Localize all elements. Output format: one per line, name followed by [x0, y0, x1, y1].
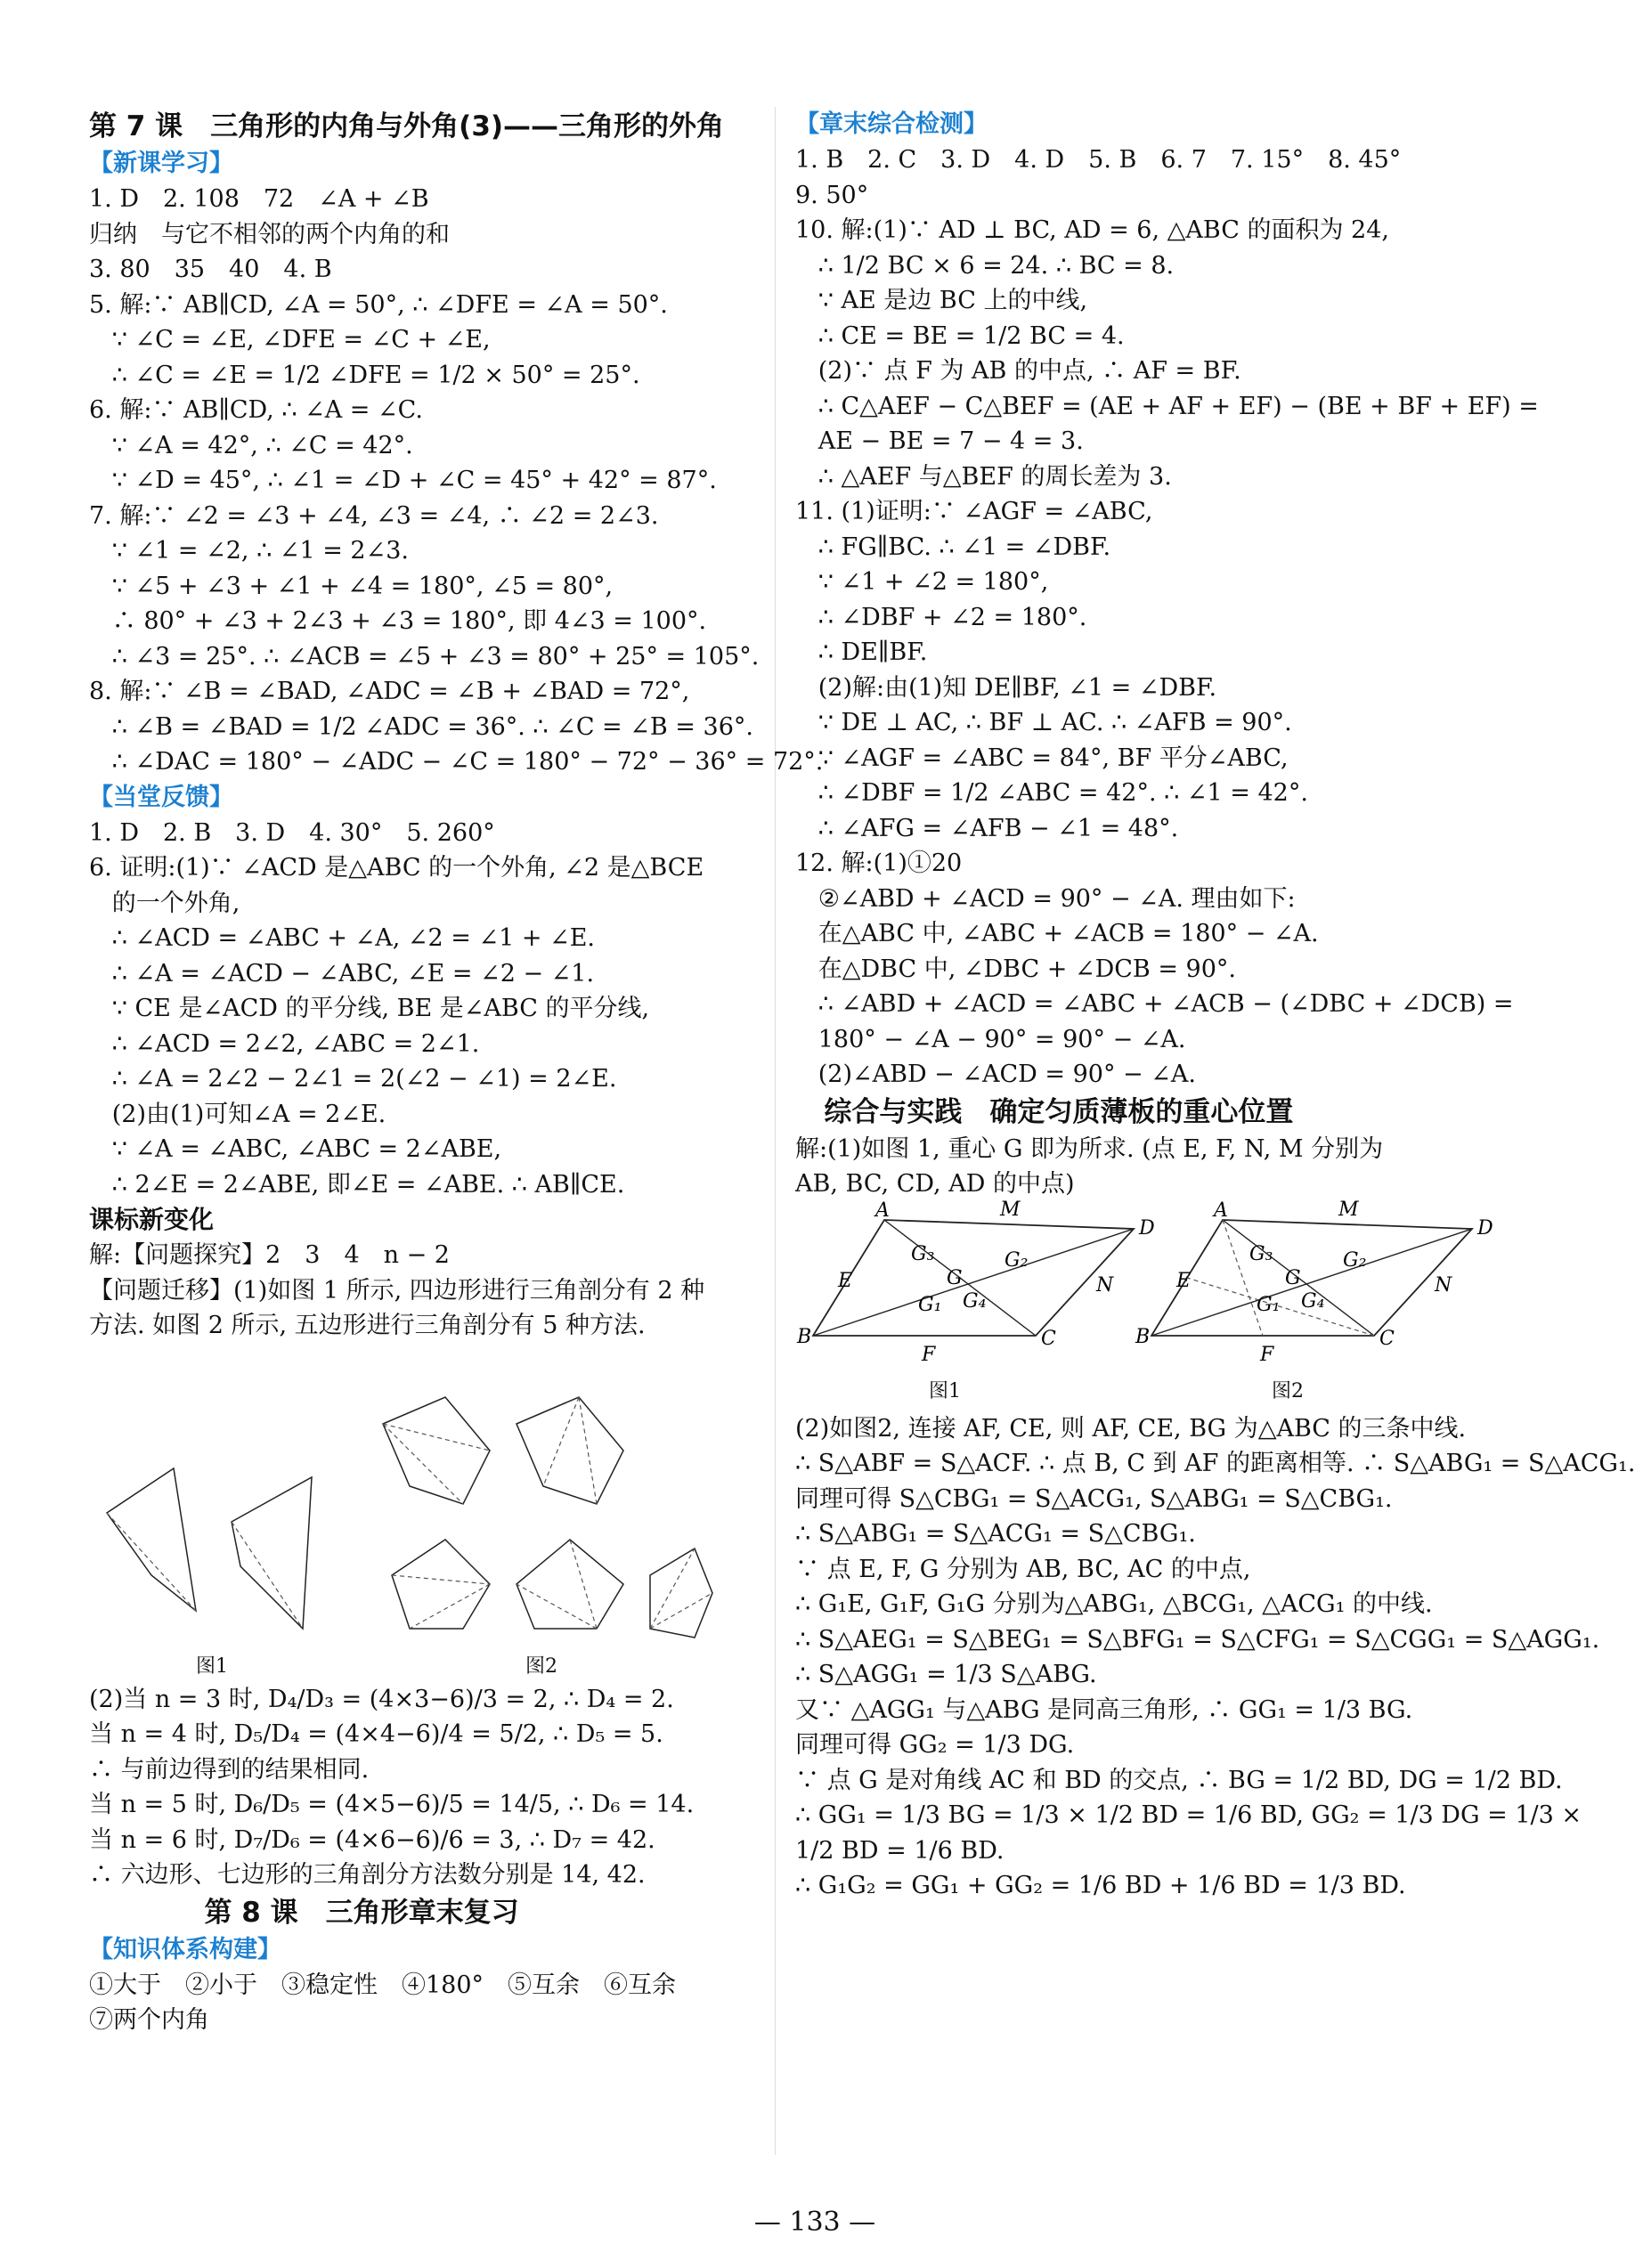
text-line: 当 n = 4 时, D₅/D₄ = (4×4−6)/4 = 5/2, ∴ D₅ = 5.	[89, 1720, 663, 1748]
text-line: 解:【问题探究】2 3 4 n − 2	[89, 1241, 450, 1269]
diagonal-line	[579, 1397, 597, 1504]
figure-point-label: E	[838, 1269, 853, 1292]
figure-point-label: G₃	[911, 1242, 935, 1265]
text-line: 解:(1)如图 1, 重心 G 即为所求. (点 E, F, N, M 分别为	[795, 1134, 1384, 1163]
text-line: ∴ ∠A = 2∠2 − 2∠1 = 2(∠2 − ∠1) = 2∠E.	[89, 1065, 617, 1093]
text-line: ∴ S△ABF = S△ACF. ∴ 点 B, C 到 AF 的距离相等. ∴ S△ABG₁ = S△ACG₁.	[795, 1450, 1635, 1477]
text-line: ∴ ∠DBF + ∠2 = 180°.	[795, 603, 1087, 631]
text-line: ∴ ∠ACD = 2∠2, ∠ABC = 2∠1.	[89, 1029, 480, 1058]
text-line: (2)∠ABD − ∠ACD = 90° − ∠A.	[795, 1061, 1196, 1088]
text-line: ∴ 六边形、七边形的三角剖分方法数分别是 14, 42.	[89, 1861, 646, 1889]
text-line: 180° − ∠A − 90° = 90° − ∠A.	[795, 1025, 1186, 1053]
figure-point-label: G₄	[1301, 1289, 1325, 1313]
lesson-title: 第 8 课 三角形章末复习	[89, 1896, 519, 1929]
text-line: 在△ABC 中, ∠ABC + ∠ACB = 180° − ∠A.	[795, 920, 1319, 947]
figure-point-label: G₁	[1257, 1293, 1281, 1316]
parallelogram-shape	[813, 1220, 1134, 1336]
text-line: 12. 解:(1)①20	[795, 849, 963, 877]
text-line: ∴ S△ABG₁ = S△ACG₁ = S△CBG₁.	[795, 1520, 1196, 1548]
text-line: 1. B 2. C 3. D 4. D 5. B 6. 7 7. 15° 8. 45°	[795, 146, 1402, 174]
triangulation-diagram	[89, 1344, 712, 1682]
text-line: ∵ ∠1 = ∠2, ∴ ∠1 = 2∠3.	[89, 537, 409, 565]
figure-point-label: F	[922, 1343, 936, 1366]
parallelogram-diagram	[795, 1198, 1493, 1434]
text-line: AB, BC, CD, AD 的中点)	[795, 1170, 1075, 1198]
section-heading: 【当堂反馈】	[89, 783, 233, 811]
text-line: 5. 解:∵ AB∥CD, ∠A = 50°, ∴ ∠DFE = ∠A = 50°.	[89, 290, 668, 319]
text-line: ∵ ∠C = ∠E, ∠DFE = ∠C + ∠E,	[89, 326, 491, 354]
figure-caption: 图1	[196, 1654, 228, 1678]
median-line	[1223, 1220, 1263, 1336]
text-line: ∴ FG∥BC. ∴ ∠1 = ∠DBF.	[795, 532, 1111, 561]
text-line: (2)∵ 点 F 为 AB 的中点, ∴ AF = BF.	[795, 357, 1241, 385]
polygon-shape	[392, 1540, 490, 1629]
figure-point-label: G₂	[1005, 1248, 1029, 1272]
figure-point-label: A	[1214, 1199, 1228, 1222]
text-line: ∵ AE 是边 BC 上的中线,	[795, 287, 1088, 314]
text-line: ∵ ∠1 + ∠2 = 180°,	[795, 568, 1049, 596]
text-line: ∴ CE = BE = 1/2 BC = 4.	[795, 321, 1125, 350]
text-line: ∴ DE∥BF.	[795, 638, 928, 666]
text-line: 方法. 如图 2 所示, 五边形进行三角剖分有 5 种方法.	[89, 1312, 646, 1339]
figure-point-label: N	[1435, 1273, 1452, 1297]
text-line: ∵ ∠D = 45°, ∴ ∠1 = ∠D + ∠C = 45° + 42° = 87°.	[89, 467, 717, 494]
section-heading: 【章末综合检测】	[795, 110, 988, 138]
text-line: 归纳 与它不相邻的两个内角的和	[89, 220, 450, 248]
figure-point-label: B	[797, 1325, 812, 1348]
text-line: ∵ ∠5 + ∠3 + ∠1 + ∠4 = 180°, ∠5 = 80°,	[89, 572, 614, 600]
figure-point-label: N	[1096, 1273, 1114, 1297]
page-number: — 133 —	[753, 2207, 876, 2238]
text-line: 当 n = 6 时, D₇/D₆ = (4×6−6)/6 = 3, ∴ D₇ = 42.	[89, 1825, 655, 1854]
text-line: ∴ ∠ABD + ∠ACD = ∠ABC + ∠ACB − (∠DBC + ∠DCB) =	[795, 990, 1514, 1018]
polygon-shape	[232, 1477, 312, 1629]
text-line: ∴ ∠B = ∠BAD = 1/2 ∠ADC = 36°. ∴ ∠C = ∠B = 36°.	[89, 712, 753, 741]
figure-point-label: D	[1139, 1216, 1155, 1240]
text-line: ∵ ∠A = 42°, ∴ ∠C = 42°.	[89, 431, 413, 459]
text-line: ∵ CE 是∠ACD 的平分线, BE 是∠ABC 的平分线,	[89, 995, 650, 1022]
right-column	[795, 107, 1635, 1904]
section-heading: 【新课学习】	[89, 150, 233, 177]
lesson-title: 第 7 课 三角形的内角与外角(3)——三角形的外角	[89, 110, 725, 142]
figure-point-label: G₄	[963, 1289, 987, 1313]
figure-point-label: B	[1135, 1325, 1151, 1348]
text-line: ∴ ∠ACD = ∠ABC + ∠A, ∠2 = ∠1 + ∠E.	[89, 924, 596, 952]
figure-point-label: G	[947, 1266, 963, 1289]
figure-caption: 图2	[1272, 1379, 1304, 1402]
text-line: 6. 解:∵ AB∥CD, ∴ ∠A = ∠C.	[89, 396, 423, 424]
text-line: ∵ ∠AGF = ∠ABC = 84°, BF 平分∠ABC,	[795, 744, 1289, 772]
text-line: 1/2 BD = 1/6 BD.	[795, 1836, 1005, 1865]
text-line: 在△DBC 中, ∠DBC + ∠DCB = 90°.	[795, 955, 1236, 983]
diagonal-line	[383, 1424, 490, 1451]
polygon-shape	[650, 1549, 712, 1638]
text-line: 1. D 2. 108 72 ∠A + ∠B	[89, 185, 429, 213]
text-line: ∴ ∠A = ∠ACD − ∠ABC, ∠E = ∠2 − ∠1.	[89, 959, 595, 988]
text-line: ∴ ∠AFG = ∠AFB − ∠1 = 48°.	[795, 814, 1179, 842]
figure-point-label: M	[1000, 1198, 1021, 1221]
text-line: ∴ ∠DAC = 180° − ∠ADC − ∠C = 180° − 72° − 36° = 72°.	[89, 748, 824, 776]
text-line: ∴ ∠DBF = 1/2 ∠ABC = 42°. ∴ ∠1 = 42°.	[795, 779, 1308, 807]
text-line: ∴ △AEF 与△BEF 的周长差为 3.	[795, 462, 1172, 491]
text-line: 的一个外角,	[89, 889, 240, 917]
diagonal-line	[410, 1584, 490, 1629]
figure-point-label: C	[1379, 1327, 1395, 1350]
text-line: ∴ ∠3 = 25°. ∴ ∠ACB = ∠5 + ∠3 = 80° + 25° = 105°.	[89, 642, 760, 671]
text-line: ∵ 点 E, F, G 分别为 AB, BC, AC 的中点,	[795, 1555, 1251, 1583]
text-line: 10. 解:(1)∵ AD ⊥ BC, AD = 6, △ABC 的面积为 24,	[795, 216, 1389, 244]
parallelogram-shape	[1151, 1220, 1472, 1336]
figure-point-label: A	[875, 1199, 890, 1222]
text-line: 9. 50°	[795, 181, 869, 209]
figure-point-label: M	[1338, 1198, 1359, 1221]
figure-point-label: G₁	[918, 1293, 942, 1316]
text-line: ∵ ∠A = ∠ABC, ∠ABC = 2∠ABE,	[89, 1135, 502, 1163]
text-line: ∴ 2∠E = 2∠ABE, 即∠E = ∠ABE. ∴ AB∥CE.	[89, 1170, 625, 1199]
text-line: AE − BE = 7 − 4 = 3.	[795, 427, 1084, 455]
text-line: ∴ 80° + ∠3 + 2∠3 + ∠3 = 180°, 即 4∠3 = 100°.	[89, 607, 707, 635]
text-line: ∵ 点 G 是对角线 AC 和 BD 的交点, ∴ BG = 1/2 BD, DG = 1/2 BD.	[795, 1766, 1563, 1794]
polygon-shape	[107, 1468, 196, 1611]
polygon-shape	[517, 1397, 623, 1504]
figure-point-label: E	[1176, 1269, 1192, 1292]
text-line: ②∠ABD + ∠ACD = 90° − ∠A. 理由如下:	[795, 884, 1296, 913]
figure-point-label: F	[1260, 1343, 1274, 1366]
diagonal-line	[517, 1584, 597, 1629]
diagonal-line	[650, 1549, 695, 1629]
text-line: ∴ S△AGG₁ = 1/3 S△ABG.	[795, 1661, 1097, 1688]
text-line: 又∵ △AGG₁ 与△ABG 是同高三角形, ∴ GG₁ = 1/3 BG.	[795, 1695, 1413, 1724]
polygon-triangulation-figure	[89, 1344, 766, 1682]
text-line: 当 n = 5 时, D₆/D₅ = (4×5−6)/5 = 14/5, ∴ D₆ = 14.	[89, 1791, 695, 1818]
figure-caption: 图1	[929, 1379, 961, 1402]
figure-point-label: G₃	[1249, 1242, 1273, 1265]
text-line: ∴ C△AEF − C△BEF = (AE + AF + EF) − (BE + BF + EF) =	[795, 392, 1539, 420]
text-line: 11. (1)证明:∵ ∠AGF = ∠ABC,	[795, 498, 1153, 525]
text-line: ∵ DE ⊥ AC, ∴ BF ⊥ AC. ∴ ∠AFB = 90°.	[795, 709, 1292, 736]
polygon-shape	[383, 1397, 490, 1504]
section-heading: 【知识体系构建】	[89, 1935, 281, 1963]
text-line: 3. 80 35 40 4. B	[89, 256, 332, 283]
text-line: (2)当 n = 3 时, D₄/D₃ = (4×3−6)/3 = 2, ∴ D₄ = 2.	[89, 1685, 674, 1713]
left-column	[89, 107, 824, 2038]
parallelogram-centroid-figure	[795, 1198, 1508, 1411]
text-line: (2)解:由(1)知 DE∥BF, ∠1 = ∠DBF.	[795, 673, 1217, 702]
text-line: (2)如图2, 连接 AF, CE, 则 AF, CE, BG 为△ABC 的三条中线.	[795, 1414, 1467, 1443]
median-line	[1187, 1278, 1374, 1336]
text-line: 7. 解:∵ ∠2 = ∠3 + ∠4, ∠3 = ∠4, ∴ ∠2 = 2∠3.	[89, 501, 659, 530]
text-line: ①大于 ②小于 ③稳定性 ④180° ⑤互余 ⑥互余	[89, 1971, 677, 1999]
text-line: ∴ 与前边得到的结果相同.	[89, 1755, 370, 1784]
text-line: 6. 证明:(1)∵ ∠ACD 是△ABC 的一个外角, ∠2 是△BCE	[89, 854, 704, 882]
text-line: 1. D 2. B 3. D 4. 30° 5. 260°	[89, 818, 495, 847]
column-divider	[775, 107, 776, 2155]
diagonal-line	[232, 1522, 303, 1629]
diagonal-line	[383, 1424, 463, 1504]
text-line: 【问题迁移】(1)如图 1 所示, 四边形进行三角剖分有 2 种	[89, 1276, 705, 1305]
lesson-title: 综合与实践 确定匀质薄板的重心位置	[795, 1095, 1294, 1128]
text-line: (2)由(1)可知∠A = 2∠E.	[89, 1100, 386, 1128]
text-line: ∴ G₁G₂ = GG₁ + GG₂ = 1/6 BD + 1/6 BD = 1/3 BD.	[795, 1872, 1406, 1899]
text-line: ∴ 1/2 BC × 6 = 24. ∴ BC = 8.	[795, 251, 1175, 280]
figure-point-label: D	[1477, 1216, 1493, 1240]
text-line: 8. 解:∵ ∠B = ∠BAD, ∠ADC = ∠B + ∠BAD = 72°,	[89, 678, 690, 705]
figure-caption: 图2	[525, 1654, 557, 1678]
text-line: ∴ S△AEG₁ = S△BEG₁ = S△BFG₁ = S△CFG₁ = S△CGG₁ = S△AGG₁.	[795, 1625, 1600, 1654]
text-line: ∴ GG₁ = 1/3 BG = 1/3 × 1/2 BD = 1/6 BD, GG₂ = 1/3 DG = 1/3 ×	[795, 1801, 1582, 1829]
diagonal-line	[570, 1540, 597, 1629]
polygon-shape	[517, 1540, 623, 1629]
text-line: ⑦两个内角	[89, 2006, 209, 2034]
text-line: 同理可得 S△CBG₁ = S△ACG₁, S△ABG₁ = S△CBG₁.	[795, 1484, 1393, 1513]
figure-point-label: C	[1041, 1327, 1056, 1350]
subheading: 课标新变化	[89, 1205, 215, 1234]
figure-point-label: G	[1285, 1266, 1301, 1289]
text-line: 同理可得 GG₂ = 1/3 DG.	[795, 1731, 1075, 1759]
text-line: ∴ ∠C = ∠E = 1/2 ∠DFE = 1/2 × 50° = 25°.	[89, 361, 640, 389]
diagonal-line	[392, 1575, 490, 1584]
text-line: ∴ G₁E, G₁F, G₁G 分别为△ABG₁, △BCG₁, △ACG₁ 的中线.	[795, 1590, 1433, 1618]
figure-point-label: G₂	[1343, 1248, 1367, 1272]
